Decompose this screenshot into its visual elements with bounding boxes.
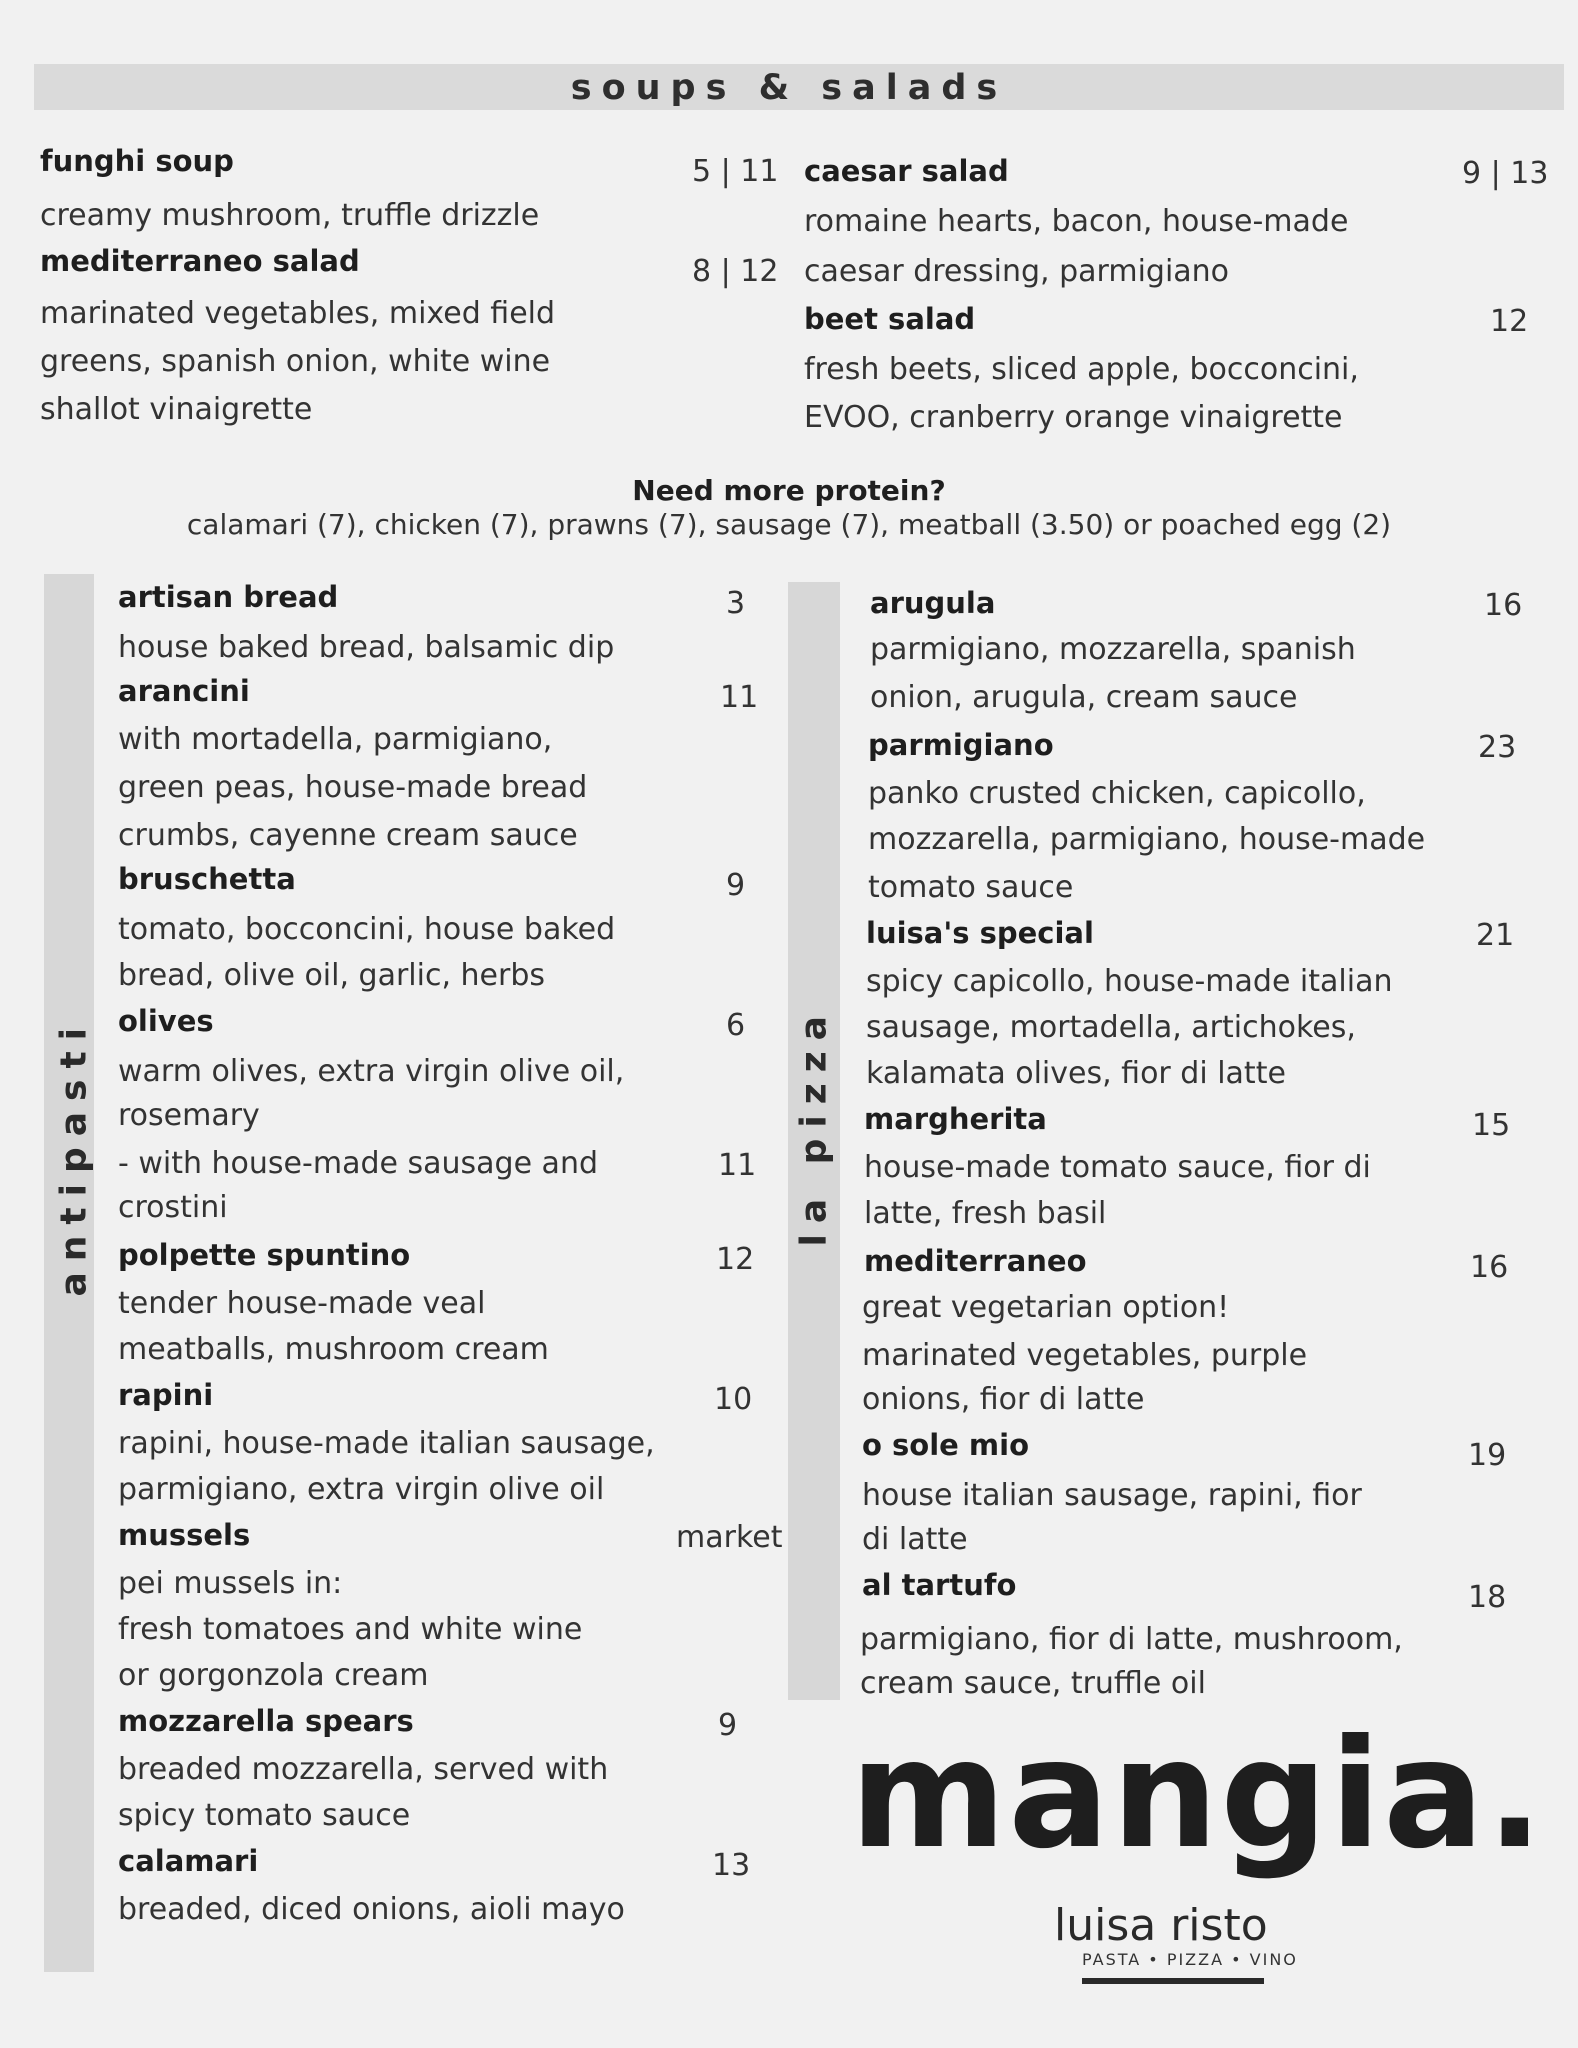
menu-item-price: 21 xyxy=(1476,918,1515,953)
menu-item-desc: rosemary xyxy=(118,1098,260,1133)
menu-item-price: 12 xyxy=(1490,304,1529,339)
menu-item-desc: cream sauce, truffle oil xyxy=(860,1666,1206,1701)
menu-item-desc: bread, olive oil, garlic, herbs xyxy=(118,958,546,993)
menu-item-price: 18 xyxy=(1468,1580,1507,1615)
menu-item-price: 11 xyxy=(718,1148,757,1183)
protein-note-title: Need more protein? xyxy=(632,474,946,507)
menu-item-price: 10 xyxy=(714,1382,753,1417)
menu-item-name: arugula xyxy=(870,586,996,620)
menu-item-desc: spicy tomato sauce xyxy=(118,1798,411,1833)
menu-item-price: 12 xyxy=(716,1242,755,1277)
menu-item-desc: meatballs, mushroom cream xyxy=(118,1332,549,1367)
menu-item-desc: marinated vegetables, mixed field xyxy=(40,296,556,331)
menu-item-price: 6 xyxy=(726,1008,746,1043)
menu-item-desc: fresh tomatoes and white wine xyxy=(118,1612,583,1647)
menu-item-name: calamari xyxy=(118,1844,259,1878)
menu-item-price: 23 xyxy=(1478,730,1517,765)
menu-item-desc: rapini, house-made italian sausage, xyxy=(118,1426,655,1461)
menu-item-price: market xyxy=(676,1520,783,1555)
menu-item-desc: onion, arugula, cream sauce xyxy=(870,680,1298,715)
menu-item-name: beet salad xyxy=(804,302,976,336)
menu-item-desc: tomato, bocconcini, house baked xyxy=(118,912,616,947)
menu-item-name: margherita xyxy=(864,1102,1047,1136)
menu-item-desc: crumbs, cayenne cream sauce xyxy=(118,818,578,853)
menu-item-name: olives xyxy=(118,1004,214,1038)
menu-item-desc: house-made tomato sauce, fior di xyxy=(864,1150,1371,1185)
brand-name: luisa risto xyxy=(1054,1900,1268,1951)
menu-item-desc: mozzarella, parmigiano, house-made xyxy=(868,822,1426,857)
menu-item-name: mussels xyxy=(118,1518,251,1552)
menu-item-desc: warm olives, extra virgin olive oil, xyxy=(118,1054,625,1089)
menu-item-desc: sausage, mortadella, artichokes, xyxy=(866,1010,1356,1045)
antipasti-label: antipasti xyxy=(53,1016,95,1297)
menu-item-name: o sole mio xyxy=(862,1428,1029,1462)
menu-item-name: parmigiano xyxy=(868,728,1054,762)
menu-item-name: mediterraneo xyxy=(864,1244,1087,1278)
menu-item-desc: tender house-made veal xyxy=(118,1286,486,1321)
menu-item-desc: great vegetarian option! xyxy=(862,1290,1230,1325)
menu-item-name: caesar salad xyxy=(804,154,1009,188)
menu-item-desc: kalamata olives, fior di latte xyxy=(866,1056,1286,1091)
menu-item-name: funghi soup xyxy=(40,144,234,178)
menu-item-price: 19 xyxy=(1468,1438,1507,1473)
menu-item-desc: parmigiano, extra virgin olive oil xyxy=(118,1472,605,1507)
menu-item-desc: latte, fresh basil xyxy=(864,1196,1107,1231)
menu-item-desc: pei mussels in: xyxy=(118,1566,343,1601)
menu-item-desc: breaded, diced onions, aioli mayo xyxy=(118,1892,625,1927)
menu-item-desc: - with house-made sausage and xyxy=(118,1146,598,1181)
menu-item-name: rapini xyxy=(118,1378,214,1412)
menu-item-price: 9 | 13 xyxy=(1462,156,1549,191)
menu-item-desc: house baked bread, balsamic dip xyxy=(118,630,615,665)
menu-item-price: 8 | 12 xyxy=(692,254,779,289)
menu-item-name: mediterraneo salad xyxy=(40,244,360,278)
menu-item-price: 9 xyxy=(726,868,746,903)
menu-item-desc: crostini xyxy=(118,1190,228,1225)
menu-item-desc: house italian sausage, rapini, fior xyxy=(862,1478,1362,1513)
menu-item-price: 3 xyxy=(726,586,746,621)
menu-item-desc: parmigiano, fior di latte, mushroom, xyxy=(860,1622,1403,1657)
brand-logo: mangia. xyxy=(850,1708,1546,1882)
menu-item-name: bruschetta xyxy=(118,862,296,896)
menu-item-desc: or gorgonzola cream xyxy=(118,1658,429,1693)
menu-item-price: 16 xyxy=(1470,1250,1509,1285)
menu-item-price: 15 xyxy=(1472,1108,1511,1143)
menu-item-desc: panko crusted chicken, capicollo, xyxy=(868,776,1366,811)
menu-item-desc: shallot vinaigrette xyxy=(40,392,313,427)
menu-item-desc: creamy mushroom, truffle drizzle xyxy=(40,198,540,233)
menu-item-name: polpette spuntino xyxy=(118,1238,411,1272)
menu-item-price: 13 xyxy=(712,1848,751,1883)
menu-item-name: artisan bread xyxy=(118,580,339,614)
menu-item-desc: tomato sauce xyxy=(868,870,1074,905)
menu-item-desc: parmigiano, mozzarella, spanish xyxy=(870,632,1356,667)
section-title-soups-salads: soups & salads xyxy=(570,68,1008,108)
menu-item-desc: romaine hearts, bacon, house-made xyxy=(804,204,1349,239)
menu-item-name: arancini xyxy=(118,674,250,708)
menu-item-name: mozzarella spears xyxy=(118,1704,414,1738)
menu-item-desc: onions, fior di latte xyxy=(862,1382,1145,1417)
menu-item-price: 5 | 11 xyxy=(692,154,779,189)
menu-item-price: 9 xyxy=(718,1708,738,1743)
menu-item-desc: greens, spanish onion, white wine xyxy=(40,344,551,379)
menu-item-desc: marinated vegetables, purple xyxy=(862,1338,1308,1373)
brand-tagline: PASTA • PIZZA • VINO xyxy=(1082,1950,1298,1969)
menu-item-desc: breaded mozzarella, served with xyxy=(118,1752,609,1787)
menu-item-price: 16 xyxy=(1484,588,1523,623)
menu-item-name: al tartufo xyxy=(862,1568,1017,1602)
menu-item-desc: spicy capicollo, house-made italian xyxy=(866,964,1393,999)
menu-item-name: luisa's special xyxy=(866,916,1094,950)
menu-item-desc: EVOO, cranberry orange vinaigrette xyxy=(804,400,1343,435)
menu-item-desc: green peas, house-made bread xyxy=(118,770,588,805)
menu-item-desc: fresh beets, sliced apple, bocconcini, xyxy=(804,352,1359,387)
protein-note-list: calamari (7), chicken (7), prawns (7), sausage (7), meatball (3.50) or poached egg (2) xyxy=(186,508,1392,541)
menu-item-desc: with mortadella, parmigiano, xyxy=(118,722,553,757)
pizza-label: la pizza xyxy=(793,1005,835,1247)
menu-item-desc: caesar dressing, parmigiano xyxy=(804,254,1230,289)
brand-underline xyxy=(1082,1978,1264,1984)
menu-item-price: 11 xyxy=(720,680,759,715)
menu-item-desc: di latte xyxy=(862,1522,968,1557)
